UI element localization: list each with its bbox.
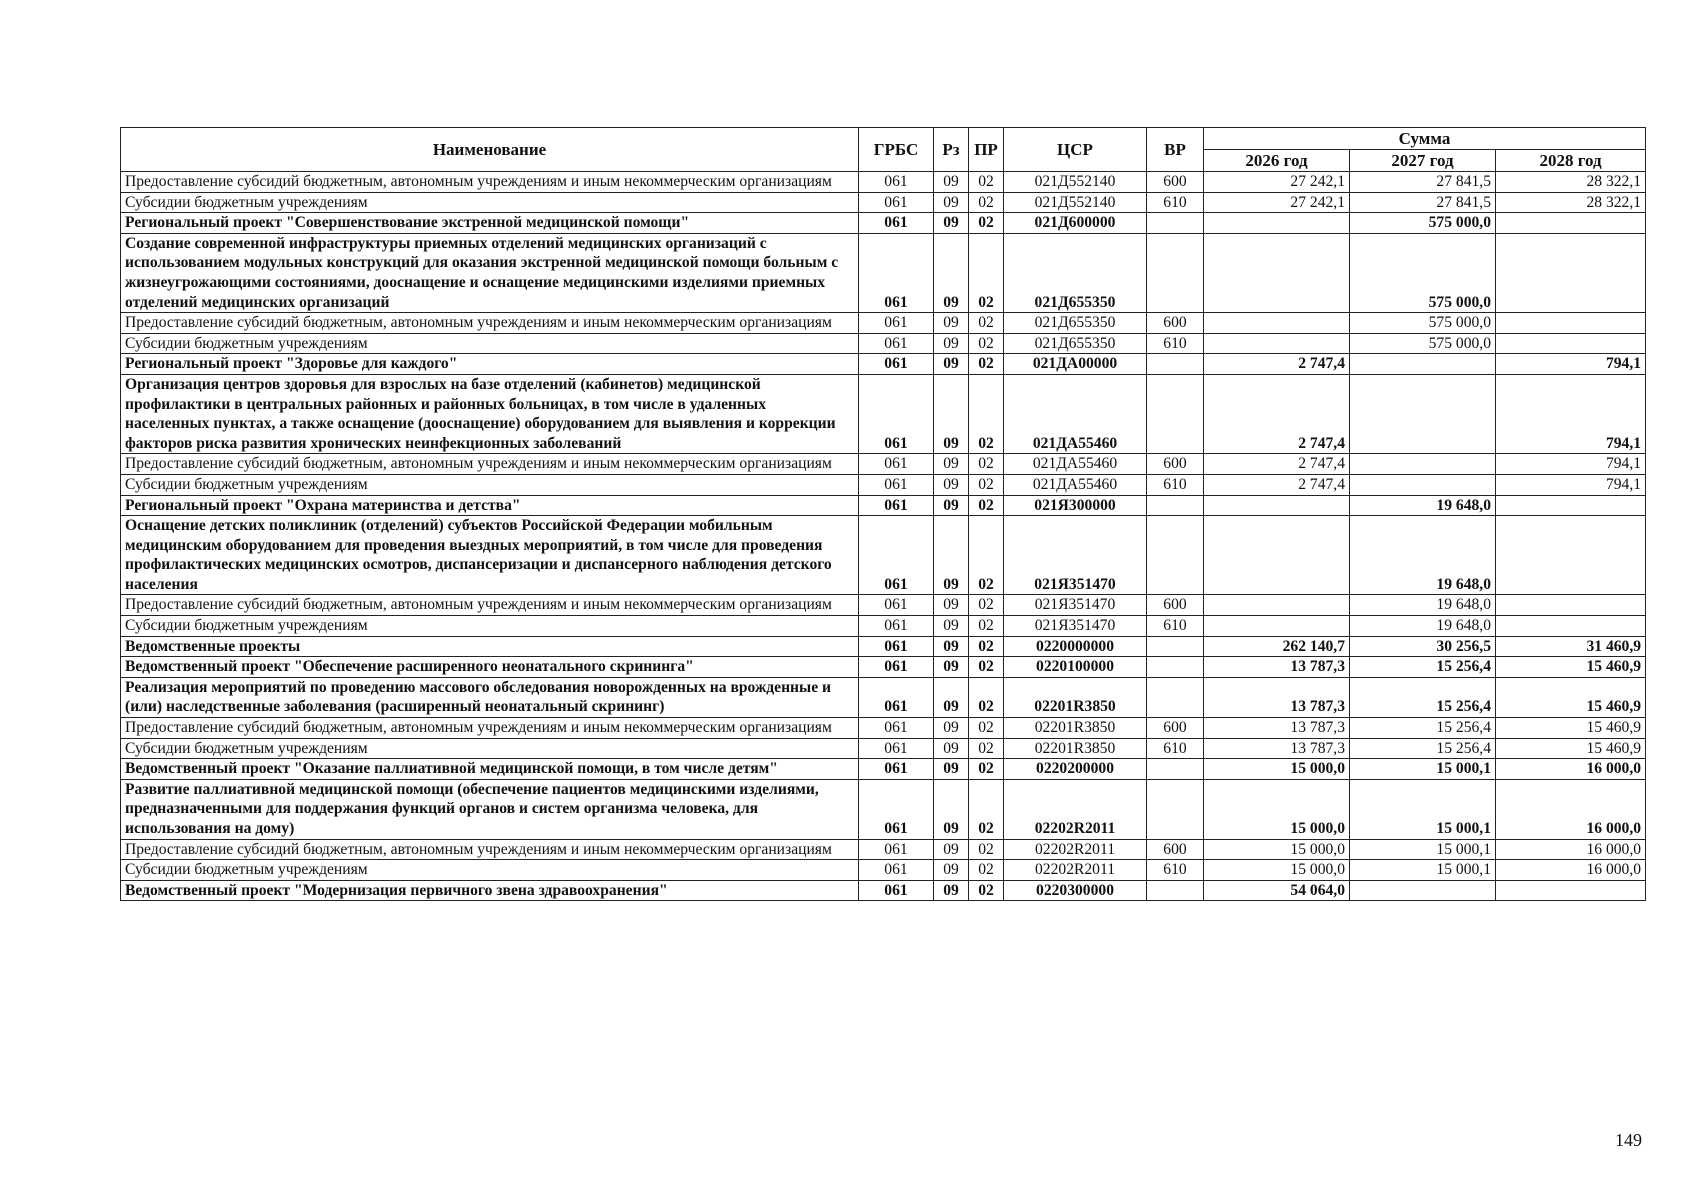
cell-grbs: 061 xyxy=(859,677,934,717)
cell-grbs: 061 xyxy=(859,779,934,839)
header-grbs: ГРБС xyxy=(859,128,934,172)
cell-name: Предоставление субсидий бюджетным, автономным учреждениям и иным некоммерческим организациям xyxy=(121,172,859,193)
cell-2027: 19 648,0 xyxy=(1350,495,1496,516)
table-row xyxy=(121,880,1646,901)
cell-name: Субсидии бюджетным учреждениям xyxy=(121,738,859,759)
cell-grbs: 061 xyxy=(859,657,934,678)
cell-2026: 2 747,4 xyxy=(1204,374,1350,453)
cell-pr: 02 xyxy=(969,333,1004,354)
cell-rz: 09 xyxy=(934,474,969,495)
table-row xyxy=(121,516,1646,595)
cell-vr: 600 xyxy=(1147,313,1204,334)
cell-2027 xyxy=(1350,374,1496,453)
cell-rz: 09 xyxy=(934,454,969,475)
cell-2027 xyxy=(1350,880,1496,901)
cell-grbs: 061 xyxy=(859,516,934,595)
cell-2026 xyxy=(1204,616,1350,637)
cell-name: Региональный проект "Охрана материнства и детства" xyxy=(121,495,859,516)
cell-pr: 02 xyxy=(969,172,1004,193)
cell-vr: 610 xyxy=(1147,738,1204,759)
cell-csr: 021Д552140 xyxy=(1004,192,1147,213)
header-csr: ЦСР xyxy=(1004,128,1147,172)
cell-rz: 09 xyxy=(934,779,969,839)
cell-rz: 09 xyxy=(934,657,969,678)
cell-rz: 09 xyxy=(934,759,969,780)
cell-csr: 02201R3850 xyxy=(1004,738,1147,759)
cell-rz: 09 xyxy=(934,738,969,759)
cell-csr: 02201R3850 xyxy=(1004,677,1147,717)
cell-vr xyxy=(1147,759,1204,780)
cell-2026 xyxy=(1204,213,1350,234)
cell-name: Субсидии бюджетным учреждениям xyxy=(121,616,859,637)
cell-vr: 600 xyxy=(1147,595,1204,616)
cell-2028: 794,1 xyxy=(1496,454,1646,475)
cell-vr: 610 xyxy=(1147,860,1204,881)
cell-2026: 15 000,0 xyxy=(1204,860,1350,881)
cell-vr xyxy=(1147,779,1204,839)
cell-2027: 15 256,4 xyxy=(1350,677,1496,717)
cell-grbs: 061 xyxy=(859,495,934,516)
cell-name: Региональный проект "Совершенствование экстренной медицинской помощи" xyxy=(121,213,859,234)
cell-pr: 02 xyxy=(969,657,1004,678)
cell-vr: 600 xyxy=(1147,718,1204,739)
cell-pr: 02 xyxy=(969,839,1004,860)
cell-2027: 15 256,4 xyxy=(1350,657,1496,678)
cell-csr: 02202R2011 xyxy=(1004,779,1147,839)
cell-vr xyxy=(1147,677,1204,717)
cell-pr: 02 xyxy=(969,313,1004,334)
cell-2028: 16 000,0 xyxy=(1496,860,1646,881)
cell-pr: 02 xyxy=(969,860,1004,881)
cell-rz: 09 xyxy=(934,616,969,637)
cell-2027: 19 648,0 xyxy=(1350,595,1496,616)
header-rz: Рз xyxy=(934,128,969,172)
cell-grbs: 061 xyxy=(859,616,934,637)
cell-vr xyxy=(1147,354,1204,375)
cell-2028 xyxy=(1496,213,1646,234)
cell-2027: 27 841,5 xyxy=(1350,172,1496,193)
cell-2028: 15 460,9 xyxy=(1496,738,1646,759)
cell-csr: 021Я351470 xyxy=(1004,595,1147,616)
cell-rz: 09 xyxy=(934,636,969,657)
cell-2027: 15 000,1 xyxy=(1350,839,1496,860)
cell-csr: 021Д655350 xyxy=(1004,233,1147,312)
cell-name: Ведомственные проекты xyxy=(121,636,859,657)
table-row xyxy=(121,333,1646,354)
table-row xyxy=(121,718,1646,739)
cell-csr: 0220100000 xyxy=(1004,657,1147,678)
cell-grbs: 061 xyxy=(859,172,934,193)
cell-pr: 02 xyxy=(969,616,1004,637)
cell-grbs: 061 xyxy=(859,233,934,312)
cell-csr: 021Д655350 xyxy=(1004,313,1147,334)
cell-name: Организация центров здоровья для взрослых на базе отделений (кабинетов) медицинской профилактики в центральных районных и районных больницах, в том числе в удаленных населенных пунктах, а также оснащение (дооснащение) оборудованием для выявления и коррекции факторов риска развития хронических неинфекционных заболеваний xyxy=(121,374,859,453)
cell-vr xyxy=(1147,374,1204,453)
cell-rz: 09 xyxy=(934,839,969,860)
cell-rz: 09 xyxy=(934,374,969,453)
cell-rz: 09 xyxy=(934,495,969,516)
cell-pr: 02 xyxy=(969,516,1004,595)
cell-csr: 021Я300000 xyxy=(1004,495,1147,516)
cell-2028: 31 460,9 xyxy=(1496,636,1646,657)
cell-2027: 575 000,0 xyxy=(1350,313,1496,334)
table-row xyxy=(121,172,1646,193)
cell-2027 xyxy=(1350,354,1496,375)
cell-2026: 15 000,0 xyxy=(1204,839,1350,860)
cell-2027 xyxy=(1350,454,1496,475)
cell-name: Реализация мероприятий по проведению массового обследования новорожденных на врожденные и (или) наследственные заболевания (расширенный неонатальный скрининг) xyxy=(121,677,859,717)
header-pr: ПР xyxy=(969,128,1004,172)
cell-2027: 30 256,5 xyxy=(1350,636,1496,657)
cell-grbs: 061 xyxy=(859,333,934,354)
cell-2028: 794,1 xyxy=(1496,474,1646,495)
cell-vr: 610 xyxy=(1147,474,1204,495)
cell-rz: 09 xyxy=(934,333,969,354)
cell-2027: 15 000,1 xyxy=(1350,860,1496,881)
cell-name: Предоставление субсидий бюджетным, автономным учреждениям и иным некоммерческим организациям xyxy=(121,718,859,739)
table-row xyxy=(121,213,1646,234)
cell-name: Предоставление субсидий бюджетным, автономным учреждениям и иным некоммерческим организациям xyxy=(121,595,859,616)
cell-2027: 575 000,0 xyxy=(1350,233,1496,312)
cell-pr: 02 xyxy=(969,759,1004,780)
cell-grbs: 061 xyxy=(859,738,934,759)
cell-csr: 021ДА55460 xyxy=(1004,474,1147,495)
cell-2027: 575 000,0 xyxy=(1350,333,1496,354)
cell-name: Субсидии бюджетным учреждениям xyxy=(121,333,859,354)
cell-rz: 09 xyxy=(934,880,969,901)
cell-csr: 021Д655350 xyxy=(1004,333,1147,354)
cell-2028 xyxy=(1496,313,1646,334)
cell-2027: 15 000,1 xyxy=(1350,779,1496,839)
table-row xyxy=(121,354,1646,375)
cell-rz: 09 xyxy=(934,354,969,375)
cell-2028: 794,1 xyxy=(1496,374,1646,453)
cell-grbs: 061 xyxy=(859,374,934,453)
table-row xyxy=(121,677,1646,717)
cell-rz: 09 xyxy=(934,233,969,312)
cell-pr: 02 xyxy=(969,880,1004,901)
cell-csr: 021ДА55460 xyxy=(1004,454,1147,475)
cell-rz: 09 xyxy=(934,172,969,193)
cell-vr xyxy=(1147,495,1204,516)
cell-grbs: 061 xyxy=(859,759,934,780)
cell-pr: 02 xyxy=(969,779,1004,839)
cell-vr xyxy=(1147,657,1204,678)
cell-pr: 02 xyxy=(969,454,1004,475)
header-year-2026: 2026 год xyxy=(1204,150,1350,172)
cell-pr: 02 xyxy=(969,192,1004,213)
cell-pr: 02 xyxy=(969,738,1004,759)
cell-vr xyxy=(1147,880,1204,901)
table-row xyxy=(121,313,1646,334)
header-sum: Сумма xyxy=(1204,128,1646,150)
cell-2028 xyxy=(1496,516,1646,595)
table-row xyxy=(121,636,1646,657)
cell-name: Субсидии бюджетным учреждениям xyxy=(121,474,859,495)
cell-2028: 794,1 xyxy=(1496,354,1646,375)
cell-grbs: 061 xyxy=(859,474,934,495)
cell-grbs: 061 xyxy=(859,313,934,334)
cell-pr: 02 xyxy=(969,233,1004,312)
cell-2026: 15 000,0 xyxy=(1204,759,1350,780)
cell-2028: 15 460,9 xyxy=(1496,657,1646,678)
cell-2026 xyxy=(1204,516,1350,595)
cell-rz: 09 xyxy=(934,516,969,595)
table-row xyxy=(121,779,1646,839)
cell-name: Региональный проект "Здоровье для каждого" xyxy=(121,354,859,375)
table-row xyxy=(121,595,1646,616)
cell-2026 xyxy=(1204,233,1350,312)
table-row xyxy=(121,474,1646,495)
cell-2026: 262 140,7 xyxy=(1204,636,1350,657)
header-year-2028: 2028 год xyxy=(1496,150,1646,172)
cell-2026: 2 747,4 xyxy=(1204,354,1350,375)
cell-csr: 02201R3850 xyxy=(1004,718,1147,739)
header-year-2027: 2027 год xyxy=(1350,150,1496,172)
cell-csr: 0220000000 xyxy=(1004,636,1147,657)
cell-2026 xyxy=(1204,313,1350,334)
cell-vr xyxy=(1147,516,1204,595)
cell-vr: 610 xyxy=(1147,192,1204,213)
cell-csr: 021Я351470 xyxy=(1004,516,1147,595)
cell-name: Ведомственный проект "Модернизация первичного звена здравоохранения" xyxy=(121,880,859,901)
cell-pr: 02 xyxy=(969,474,1004,495)
cell-csr: 021ДА00000 xyxy=(1004,354,1147,375)
cell-2028 xyxy=(1496,616,1646,637)
cell-2026 xyxy=(1204,333,1350,354)
cell-rz: 09 xyxy=(934,860,969,881)
cell-csr: 0220300000 xyxy=(1004,880,1147,901)
cell-pr: 02 xyxy=(969,213,1004,234)
cell-pr: 02 xyxy=(969,374,1004,453)
cell-2028 xyxy=(1496,333,1646,354)
cell-grbs: 061 xyxy=(859,454,934,475)
cell-2026: 27 242,1 xyxy=(1204,172,1350,193)
cell-2028: 28 322,1 xyxy=(1496,192,1646,213)
cell-name: Создание современной инфраструктуры приемных отделений медицинских организаций с использованием модульных конструкций для оказания экстренной медицинской помощи больным с жизнеугрожающими состояниями, дооснащение и оснащение медицинскими изделиями приемных отделений медицинских организаций xyxy=(121,233,859,312)
cell-grbs: 061 xyxy=(859,636,934,657)
table-row xyxy=(121,192,1646,213)
cell-name: Предоставление субсидий бюджетным, автономным учреждениям и иным некоммерческим организациям xyxy=(121,313,859,334)
cell-2028: 16 000,0 xyxy=(1496,839,1646,860)
cell-pr: 02 xyxy=(969,677,1004,717)
cell-csr: 02202R2011 xyxy=(1004,839,1147,860)
cell-2028 xyxy=(1496,495,1646,516)
cell-vr xyxy=(1147,213,1204,234)
cell-pr: 02 xyxy=(969,354,1004,375)
cell-2028 xyxy=(1496,595,1646,616)
cell-2026: 54 064,0 xyxy=(1204,880,1350,901)
cell-vr xyxy=(1147,233,1204,312)
table-row xyxy=(121,233,1646,312)
budget-table xyxy=(120,127,1646,901)
cell-2027: 15 000,1 xyxy=(1350,759,1496,780)
cell-rz: 09 xyxy=(934,192,969,213)
cell-csr: 021Я351470 xyxy=(1004,616,1147,637)
cell-rz: 09 xyxy=(934,595,969,616)
cell-2026: 15 000,0 xyxy=(1204,779,1350,839)
header-name: Наименование xyxy=(121,128,859,172)
cell-2028: 16 000,0 xyxy=(1496,759,1646,780)
table-row xyxy=(121,759,1646,780)
table-row xyxy=(121,657,1646,678)
cell-csr: 021ДА55460 xyxy=(1004,374,1147,453)
cell-2026: 27 242,1 xyxy=(1204,192,1350,213)
cell-2027 xyxy=(1350,474,1496,495)
cell-2027: 575 000,0 xyxy=(1350,213,1496,234)
cell-name: Субсидии бюджетным учреждениям xyxy=(121,192,859,213)
cell-vr: 610 xyxy=(1147,616,1204,637)
table-body xyxy=(121,172,1646,901)
cell-grbs: 061 xyxy=(859,860,934,881)
cell-2026: 2 747,4 xyxy=(1204,474,1350,495)
table-row xyxy=(121,374,1646,453)
cell-2027: 19 648,0 xyxy=(1350,616,1496,637)
table-row xyxy=(121,839,1646,860)
cell-2026: 13 787,3 xyxy=(1204,738,1350,759)
cell-rz: 09 xyxy=(934,313,969,334)
table-row xyxy=(121,616,1646,637)
cell-vr: 610 xyxy=(1147,333,1204,354)
cell-2027: 15 256,4 xyxy=(1350,718,1496,739)
cell-2026: 2 747,4 xyxy=(1204,454,1350,475)
cell-pr: 02 xyxy=(969,636,1004,657)
cell-2027: 15 256,4 xyxy=(1350,738,1496,759)
cell-2028: 28 322,1 xyxy=(1496,172,1646,193)
cell-2028: 16 000,0 xyxy=(1496,779,1646,839)
cell-grbs: 061 xyxy=(859,718,934,739)
table-row xyxy=(121,860,1646,881)
cell-csr: 0220200000 xyxy=(1004,759,1147,780)
cell-name: Ведомственный проект "Обеспечение расширенного неонатального скрининга" xyxy=(121,657,859,678)
cell-csr: 021Д552140 xyxy=(1004,172,1147,193)
cell-rz: 09 xyxy=(934,213,969,234)
cell-2028 xyxy=(1496,233,1646,312)
cell-name: Ведомственный проект "Оказание паллиативной медицинской помощи, в том числе детям" xyxy=(121,759,859,780)
cell-2027: 27 841,5 xyxy=(1350,192,1496,213)
cell-name: Развитие паллиативной медицинской помощи (обеспечение пациентов медицинскими изделиями, предназначенными для поддержания функций органов и систем организма человека, для использования на дому) xyxy=(121,779,859,839)
cell-vr: 600 xyxy=(1147,839,1204,860)
cell-2028: 15 460,9 xyxy=(1496,718,1646,739)
cell-2026: 13 787,3 xyxy=(1204,718,1350,739)
cell-name: Субсидии бюджетным учреждениям xyxy=(121,860,859,881)
cell-grbs: 061 xyxy=(859,595,934,616)
page-number: 149 xyxy=(1615,1130,1642,1150)
cell-pr: 02 xyxy=(969,595,1004,616)
table-row xyxy=(121,454,1646,475)
cell-grbs: 061 xyxy=(859,213,934,234)
cell-2026: 13 787,3 xyxy=(1204,677,1350,717)
cell-grbs: 061 xyxy=(859,839,934,860)
cell-2027: 19 648,0 xyxy=(1350,516,1496,595)
table-row xyxy=(121,495,1646,516)
cell-pr: 02 xyxy=(969,718,1004,739)
cell-name: Предоставление субсидий бюджетным, автономным учреждениям и иным некоммерческим организациям xyxy=(121,839,859,860)
cell-grbs: 061 xyxy=(859,354,934,375)
cell-pr: 02 xyxy=(969,495,1004,516)
table-row xyxy=(121,738,1646,759)
cell-2028: 15 460,9 xyxy=(1496,677,1646,717)
cell-name: Оснащение детских поликлиник (отделений) субъектов Российской Федерации мобильным медицинским оборудованием для проведения выездных мероприятий, в том числе для проведения профилактических медицинских осмотров, диспансеризации и диспансерного наблюдения детского населения xyxy=(121,516,859,595)
cell-grbs: 061 xyxy=(859,880,934,901)
cell-rz: 09 xyxy=(934,677,969,717)
cell-2026 xyxy=(1204,595,1350,616)
cell-2026: 13 787,3 xyxy=(1204,657,1350,678)
cell-name: Предоставление субсидий бюджетным, автономным учреждениям и иным некоммерческим организациям xyxy=(121,454,859,475)
cell-vr: 600 xyxy=(1147,172,1204,193)
cell-2028 xyxy=(1496,880,1646,901)
cell-2026 xyxy=(1204,495,1350,516)
cell-vr xyxy=(1147,636,1204,657)
cell-csr: 02202R2011 xyxy=(1004,860,1147,881)
header-vr: ВР xyxy=(1147,128,1204,172)
cell-rz: 09 xyxy=(934,718,969,739)
cell-csr: 021Д600000 xyxy=(1004,213,1147,234)
cell-vr: 600 xyxy=(1147,454,1204,475)
header-row-1 xyxy=(121,128,1646,150)
cell-grbs: 061 xyxy=(859,192,934,213)
